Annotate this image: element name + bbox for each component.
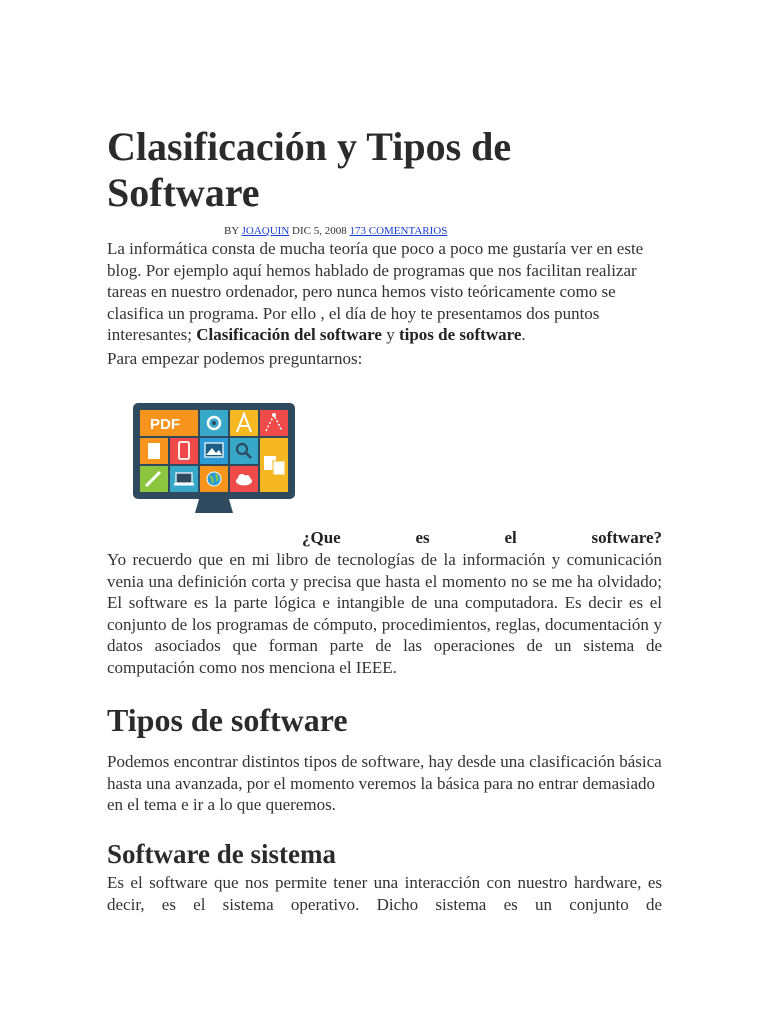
question-word-1: ¿Que: [302, 528, 341, 547]
page-title: Clasificación y Tipos de Software: [107, 124, 512, 215]
tipos-paragraph: Podemos encontrar distintos tipos de software, hay desde una clasificación básica hasta una avanzada, por el momento veremos la básica para no entrar demasiado en el tema e ir a lo que queremos.: [107, 752, 662, 814]
globe-icon: [207, 472, 221, 486]
meta-by: BY: [224, 225, 239, 237]
search-tile: [230, 438, 258, 464]
intro-paragraph: [107, 238, 662, 346]
document-icon: [148, 443, 160, 459]
comments-link[interactable]: 173 COMENTARIOS: [349, 225, 448, 237]
pdf-label: PDF: [150, 416, 180, 433]
monitor-stand: [195, 499, 233, 513]
question-word-3: el: [504, 528, 517, 547]
intro-text: La informática consta de mucha teoría que poco a poco me gustaría ver en este blog. Por ejemplo aquí hemos hablado de programas que nos facilitan realizar tareas en nuestro ordenador, pero nunca hemos visto teóricamente como se clasifica un programa. Por ello , el día de hoy te presentamos dos puntos interesantes;: [107, 239, 644, 344]
heading-tipos-de-software: Tipos de software: [107, 702, 348, 738]
intro-joiner: y: [381, 325, 399, 344]
intro-bold-clasificacion: Clasificación del software: [196, 325, 382, 344]
intro-bold-tipos: tipos de software: [398, 325, 522, 344]
question-line: [302, 527, 662, 549]
author-link[interactable]: JOAQUIN: [241, 225, 290, 237]
question-word-4: software?: [591, 528, 662, 547]
start-paragraph: Para empezar podemos preguntarnos:: [107, 349, 363, 368]
post-meta: [224, 224, 447, 238]
meta-date: DIC 5, 2008: [292, 225, 347, 237]
laptop-icon: [176, 473, 192, 483]
heading-software-de-sistema: Software de sistema: [107, 839, 336, 869]
sistema-paragraph: Es el software que nos permite tener una interacción con nuestro hardware, es decir, es el sistema operativo. Dicho sistema es un conjunto de: [107, 873, 662, 914]
software-monitor-illustration: [133, 403, 295, 513]
definition-paragraph: Yo recuerdo que en mi libro de tecnologías de la información y comunicación venia una definición corta y precisa que hasta el momento no se me ha olvidado; El software es la parte lógica e intangible de una computadora. Es decir es el conjunto de los programas de cómputo, procedimientos, reglas, documentación y datos asociados que forman parte de las operaciones de un sistema de computación como nos menciona el IEEE.: [107, 550, 662, 677]
question-word-2: es: [415, 528, 430, 547]
intro-end: .: [521, 325, 526, 344]
